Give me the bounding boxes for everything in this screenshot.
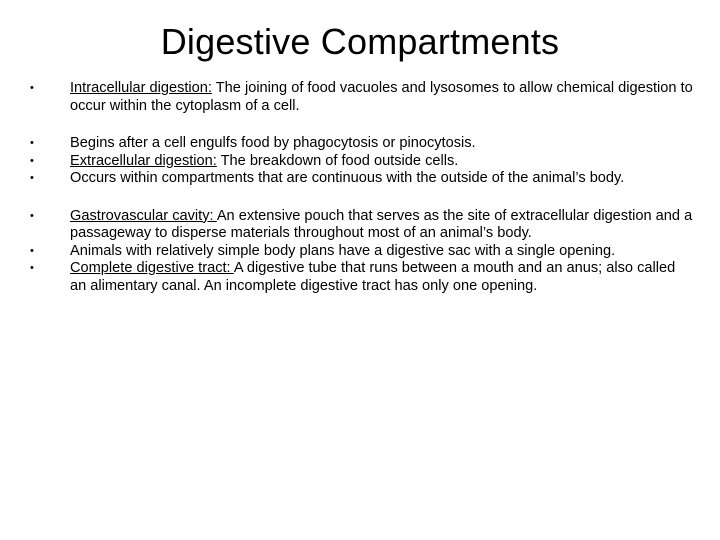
bullet-text: An extensive pouch that serves as the site of extracellular digestion and a passageway to disperse materials throughout most of an animal’s body. xyxy=(70,207,693,241)
bullet-item xyxy=(30,153,694,171)
bullet-item xyxy=(30,135,694,153)
bullet-dot-icon: • xyxy=(30,82,34,94)
bullet-text: Begins after a cell engulfs food by phagocytosis or pinocytosis. xyxy=(70,135,476,151)
bullet-dot-icon: • xyxy=(30,262,34,274)
bullet-item xyxy=(30,80,694,115)
bullet-item xyxy=(30,170,694,188)
slide-title: Digestive Compartments xyxy=(160,21,560,62)
bullet-text: Animals with relatively simple body plans have a digestive sac with a single opening. xyxy=(70,242,616,259)
bullet-term: Gastrovascular cavity: xyxy=(70,207,217,224)
bullet-dot-icon: • xyxy=(30,244,34,257)
bullet-group xyxy=(30,80,694,115)
bullet-text: The breakdown of food outside cells. xyxy=(216,152,459,169)
bullet-dot-icon: • xyxy=(30,209,34,222)
bullet-group xyxy=(30,135,694,188)
bullet-dot-icon: • xyxy=(30,172,34,184)
bullet-term: Extracellular digestion: xyxy=(70,152,217,169)
bullet-text: A digestive tube that runs between a mouth and an anus; also called an alimentary canal. An incomplete digestive tract has only one opening. xyxy=(70,260,676,294)
bullet-item xyxy=(30,260,694,295)
bullet-item xyxy=(30,243,694,261)
bullet-item xyxy=(30,208,694,243)
bullet-text: The joining of food vacuoles and lysosomes to allow chemical digestion to occur within the cytoplasm of a cell. xyxy=(70,80,693,114)
bullet-dot-icon: • xyxy=(30,137,34,149)
bullet-term: Intracellular digestion: xyxy=(70,80,212,96)
bullet-list xyxy=(30,80,694,295)
bullet-term: Complete digestive tract: xyxy=(70,260,234,276)
bullet-group xyxy=(30,208,694,296)
bullet-dot-icon: • xyxy=(30,154,34,167)
bullet-text: Occurs within compartments that are continuous with the outside of the animal’s body. xyxy=(70,170,625,186)
